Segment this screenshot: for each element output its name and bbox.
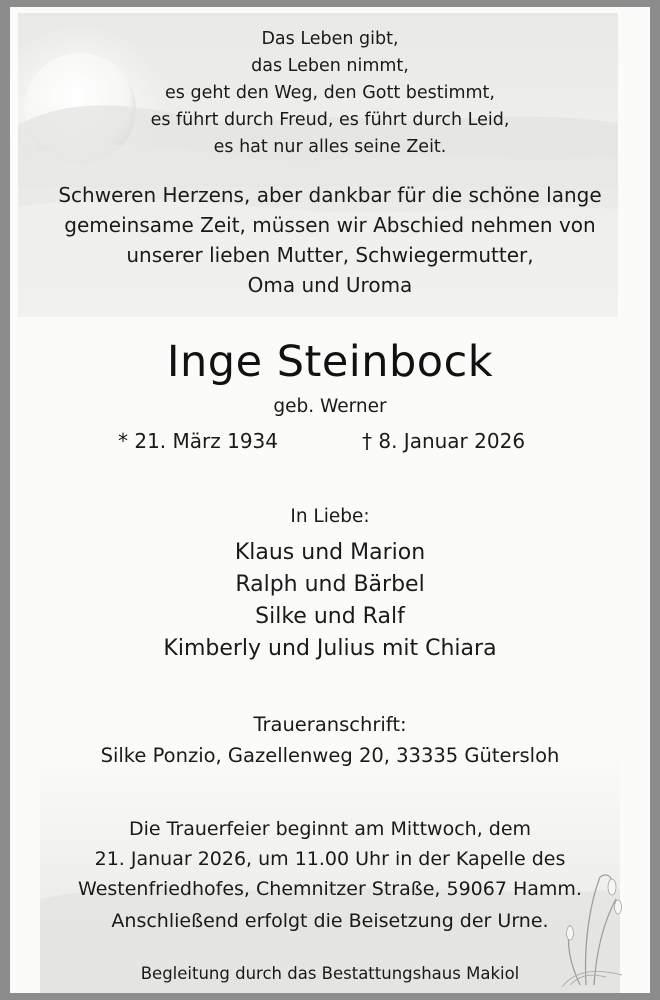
family-member: Klaus und Marion <box>234 540 426 565</box>
address-heading: Traueranschrift: <box>253 713 407 736</box>
poem-line: das Leben nimmt, <box>251 56 409 76</box>
family-member: Ralph und Bärbel <box>235 572 425 597</box>
deceased-name: Inge Steinbock <box>166 337 494 387</box>
intro-line: Schweren Herzens, aber dankbar für die schöne lange <box>58 183 602 207</box>
family-member: Silke und Ralf <box>255 604 405 629</box>
death-date: † 8. Januar 2026 <box>362 429 526 453</box>
service-line: Westenfriedhofes, Chemnitzer Straße, 59067 Hamm. <box>78 878 582 900</box>
birth-name: geb. Werner <box>273 396 387 417</box>
intro-line: Oma und Uroma <box>247 273 413 297</box>
poem-line: Das Leben gibt, <box>261 29 399 49</box>
service-line: 21. Januar 2026, um 11.00 Uhr in der Kapelle des <box>94 848 566 870</box>
birth-date: * 21. März 1934 <box>118 429 279 453</box>
poem-line: es hat nur alles seine Zeit. <box>213 137 447 157</box>
poem-line: es führt durch Freud, es führt durch Leid, <box>150 110 510 130</box>
family-heading: In Liebe: <box>290 506 370 527</box>
intro-line: unserer lieben Mutter, Schwiegermutter, <box>126 243 534 267</box>
service-line: Die Trauerfeier beginnt am Mittwoch, dem <box>128 818 532 840</box>
poem-line: es geht den Weg, den Gott bestimmt, <box>165 83 495 103</box>
address-line: Silke Ponzio, Gazellenweg 20, 33335 Gütersloh <box>100 744 560 767</box>
intro-line: gemeinsame Zeit, müssen wir Abschied nehmen von <box>64 213 596 237</box>
undertaker-credit: Begleitung durch das Bestattungshaus Makiol <box>140 964 520 983</box>
family-member: Kimberly und Julius mit Chiara <box>163 636 497 661</box>
obituary-card <box>10 7 650 993</box>
service-line: Anschließend erfolgt die Beisetzung der Urne. <box>111 910 549 932</box>
life-dates <box>10 427 650 455</box>
